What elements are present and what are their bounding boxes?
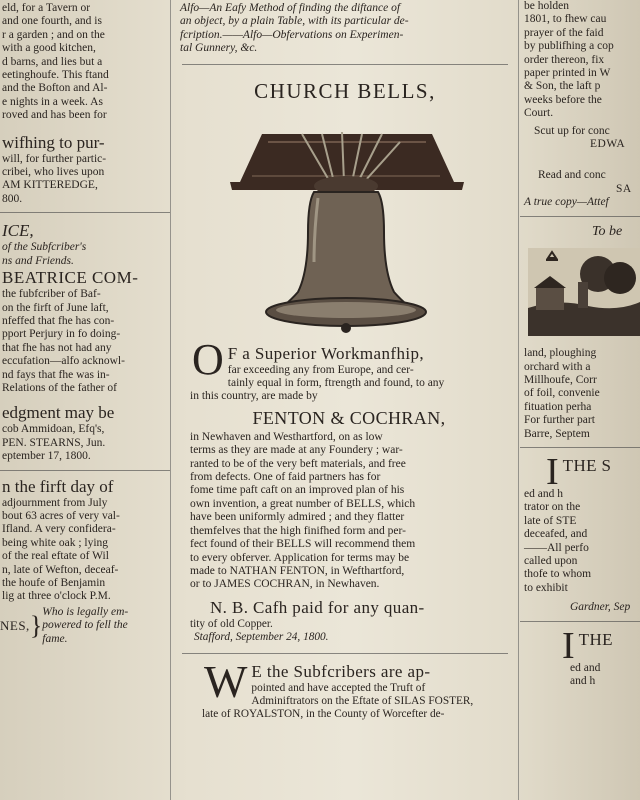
column-rule xyxy=(518,0,519,800)
text-line: Relations of the father of xyxy=(2,381,117,394)
text-line: by publifhing a cop xyxy=(524,40,614,53)
left-column xyxy=(0,0,170,800)
text-line: d barns, and lies but a xyxy=(2,55,103,68)
text-line: prayer of the faid xyxy=(524,26,604,39)
text-line: thofe to whom xyxy=(524,568,592,581)
text-line: of the Subfcriber's xyxy=(2,241,87,254)
right-top-text xyxy=(520,0,640,121)
right-line: Scut up for conc xyxy=(534,124,610,137)
text-line: Millhoufe, Corr xyxy=(524,373,597,386)
notice-line: Adminiftrators on the Eftate of SILAS FOSTER, xyxy=(251,694,474,707)
right-line: Read and conc xyxy=(538,169,606,182)
text-line: fituation perha xyxy=(524,400,592,413)
text-line: trator on the xyxy=(524,501,581,514)
text-line: pport Perjury in fo doing- xyxy=(2,328,121,341)
right-line: Gardner, Sep xyxy=(570,601,631,614)
ad-body-paragraph-2 xyxy=(190,431,508,592)
text-line: nd fays that fhe was in- xyxy=(2,368,110,381)
text-line: fame. xyxy=(42,632,68,645)
text-line: will, for further partic- xyxy=(2,152,107,165)
drop-cap: I xyxy=(546,453,559,488)
text-line: bout 63 acres of very val- xyxy=(2,509,120,522)
text-line: weeks before the xyxy=(524,93,602,106)
notice-heading: ICE, xyxy=(2,221,34,241)
text-line: being white oak ; lying xyxy=(2,536,109,549)
wishing-heading: wifhing to pur- xyxy=(2,132,105,152)
dateline: Stafford, September 24, 1800. xyxy=(194,631,329,644)
text-line: order thereon, fix xyxy=(524,53,605,66)
administrators-notice xyxy=(172,660,518,722)
text-line: 800. xyxy=(2,192,23,205)
text-line: eld, for a Tavern or xyxy=(2,2,91,14)
acknowledgment-text xyxy=(0,423,170,463)
divider xyxy=(182,64,508,65)
text-line: nfeffed that fhe has con- xyxy=(2,314,115,327)
notice-line: late of ROYALSTON, in the County of Worcefter de- xyxy=(202,708,445,721)
text-line: r a garden ; and on the xyxy=(2,28,105,41)
right-bottom-text xyxy=(520,662,640,689)
text-line: cribei, who lives upon xyxy=(2,166,105,179)
text-line: the fubfcriber of Baf- xyxy=(2,288,101,301)
drop-cap: I xyxy=(562,627,575,662)
right-bottom-lead: THE xyxy=(578,629,613,649)
drop-cap: O xyxy=(192,339,224,384)
text-line: made to NATHAN FENTON, in Wefthartford, xyxy=(190,564,405,577)
bell-illustration xyxy=(172,112,518,334)
text-line: ranted to be of the very beft materials, and free xyxy=(190,457,406,470)
column-rule xyxy=(170,0,171,800)
divider xyxy=(520,621,640,622)
center-top-text xyxy=(172,0,518,56)
text-line: tainly equal in form, ftrength and found, to any xyxy=(227,377,445,390)
nb-line: N. B. Cafh paid for any quan- xyxy=(210,597,425,617)
text-line: Alfo—An Eafy Method of finding the diftance of xyxy=(180,2,401,14)
text-line: ed and h xyxy=(524,487,563,500)
text-line: far exceeding any from Europe, and cer- xyxy=(227,363,414,376)
text-line: an object, by a plain Table, with its particular de- xyxy=(180,15,409,28)
text-line: have been uniformly admired ; and they flatter xyxy=(190,511,405,524)
farmhouse-icon xyxy=(528,248,640,336)
text-line: Who is legally em- xyxy=(42,605,129,618)
farm-illustration xyxy=(528,248,640,341)
right-column xyxy=(520,0,640,800)
text-line: e nights in a week. As xyxy=(2,95,103,108)
first-day-text xyxy=(0,497,170,604)
text-line: and the Bofton and Al- xyxy=(2,82,108,95)
text-line: ——All perfo xyxy=(524,541,589,554)
makers-name: FENTON & COCHRAN, xyxy=(252,407,446,428)
right-bottom-notice xyxy=(520,628,640,662)
text-line: fome time paft caft on an improved plan of his xyxy=(190,484,405,497)
text-line: fect found of their BELLS will recommend them xyxy=(190,538,416,551)
text-line: ns and Friends. xyxy=(2,254,74,267)
text-line: lig at three o'clock P.M. xyxy=(2,590,111,603)
right-notice-lead: THE S xyxy=(562,455,612,475)
text-line: Barre, Septem xyxy=(524,427,590,440)
text-line: ed and xyxy=(570,661,601,674)
text-line: deceafed, and xyxy=(524,528,588,541)
text-line: called upon xyxy=(524,554,578,567)
notice-lead: E the Subfcribers are ap- xyxy=(251,661,431,681)
nb-continuation: tity of old Copper. xyxy=(190,617,273,630)
text-line: roved and has been for xyxy=(2,109,107,122)
drop-cap: W xyxy=(204,659,248,707)
right-notice xyxy=(520,454,640,488)
beatrice-text xyxy=(0,288,170,395)
right-heading: To be xyxy=(592,223,623,239)
text-line: tal Gunnery, &c. xyxy=(180,42,258,55)
acknowledgment-heading: edgment may be xyxy=(2,403,115,423)
text-line: n, late of Wefton, deceaf- xyxy=(2,563,119,576)
ad-body-paragraph-1 xyxy=(190,364,508,404)
text-line: eptember 17, 1800. xyxy=(2,450,91,463)
divider xyxy=(520,216,640,217)
text-line: to exhibit xyxy=(524,581,568,594)
text-line: and one fourth, and is xyxy=(2,15,102,28)
left-top-text xyxy=(0,0,170,123)
text-line: terms as they are made at any Foundery ; war- xyxy=(190,444,403,457)
text-line: of the real eftate of Wil xyxy=(2,550,109,563)
lead-line: F a Superior Workmanfhip, xyxy=(227,343,425,363)
text-line: eccufation—alfo acknowl- xyxy=(2,355,125,368)
ad-title: CHURCH BELLS, xyxy=(254,78,436,103)
text-line: land, ploughing xyxy=(524,347,597,360)
first-day-heading: n the firft day of xyxy=(2,476,114,496)
divider xyxy=(520,447,640,448)
left-after-wishing xyxy=(0,153,170,207)
right-line: EDWA xyxy=(590,138,626,151)
divider xyxy=(0,470,170,471)
text-line: the houfe of Benjamin xyxy=(2,577,106,589)
notice-line: pointed and have accepted the Truft of xyxy=(251,681,426,694)
text-line: with a good kitchen, xyxy=(2,42,96,55)
text-line: on the firft of June laft, xyxy=(2,301,109,314)
right-mid-text xyxy=(520,347,640,441)
divider xyxy=(182,653,508,654)
text-line: or to JAMES COCHRAN, in Newhaven. xyxy=(190,578,380,591)
text-line: be holden xyxy=(524,0,570,12)
right-line: A true copy—Attef xyxy=(524,196,609,209)
text-line: Ifland. A very confidera- xyxy=(2,523,116,536)
text-line: in this country, are made by xyxy=(190,390,318,403)
text-line: For further part xyxy=(524,414,595,427)
signature-note xyxy=(42,606,128,646)
text-line: 1801, to fhew cau xyxy=(524,13,607,26)
text-line: adjournment from July xyxy=(2,496,108,509)
text-line: & Son, the laft p xyxy=(524,80,601,93)
signature-block xyxy=(0,606,170,646)
text-line: AM KITTEREDGE, xyxy=(2,179,98,192)
text-line: and h xyxy=(570,675,596,687)
text-line: powered to fell the xyxy=(42,619,128,632)
church-bell-icon xyxy=(222,112,468,334)
text-line: paper printed in W xyxy=(524,67,611,80)
signature-name: NES, xyxy=(0,617,30,633)
ad-body xyxy=(172,340,518,645)
text-line: themfelves that the high finifhed form and per- xyxy=(190,524,406,537)
text-line: that fhe has not had any xyxy=(2,341,112,354)
text-line: of foil, convenie xyxy=(524,387,600,400)
text-line: Court. xyxy=(524,107,554,120)
notice-subheading xyxy=(0,241,170,268)
divider xyxy=(0,212,170,213)
text-line: to every obferver. Application for terms may be xyxy=(190,551,410,564)
text-line: in Newhaven and Westhartford, on as low xyxy=(190,430,383,443)
center-column xyxy=(172,0,518,800)
text-line: fcription.——Alfo—Obfervations on Experimen- xyxy=(180,28,404,41)
text-line: own invention, a great number of BELLS, which xyxy=(190,497,416,510)
text-line: cob Ammidoan, Efq's, xyxy=(2,423,105,436)
right-notice-text xyxy=(520,488,640,595)
text-line: late of STE xyxy=(524,514,577,527)
text-line: orchard with a xyxy=(524,360,591,373)
text-line: from defects. One of faid partners has for xyxy=(190,471,381,484)
text-line: PEN. STEARNS, Jun. xyxy=(2,436,106,449)
right-line: SA xyxy=(616,182,632,195)
brace-glyph: } xyxy=(29,610,43,640)
text-line: eetinghoufe. This ftand xyxy=(2,69,109,82)
beatrice-heading: BEATRICE COM- xyxy=(2,268,139,288)
